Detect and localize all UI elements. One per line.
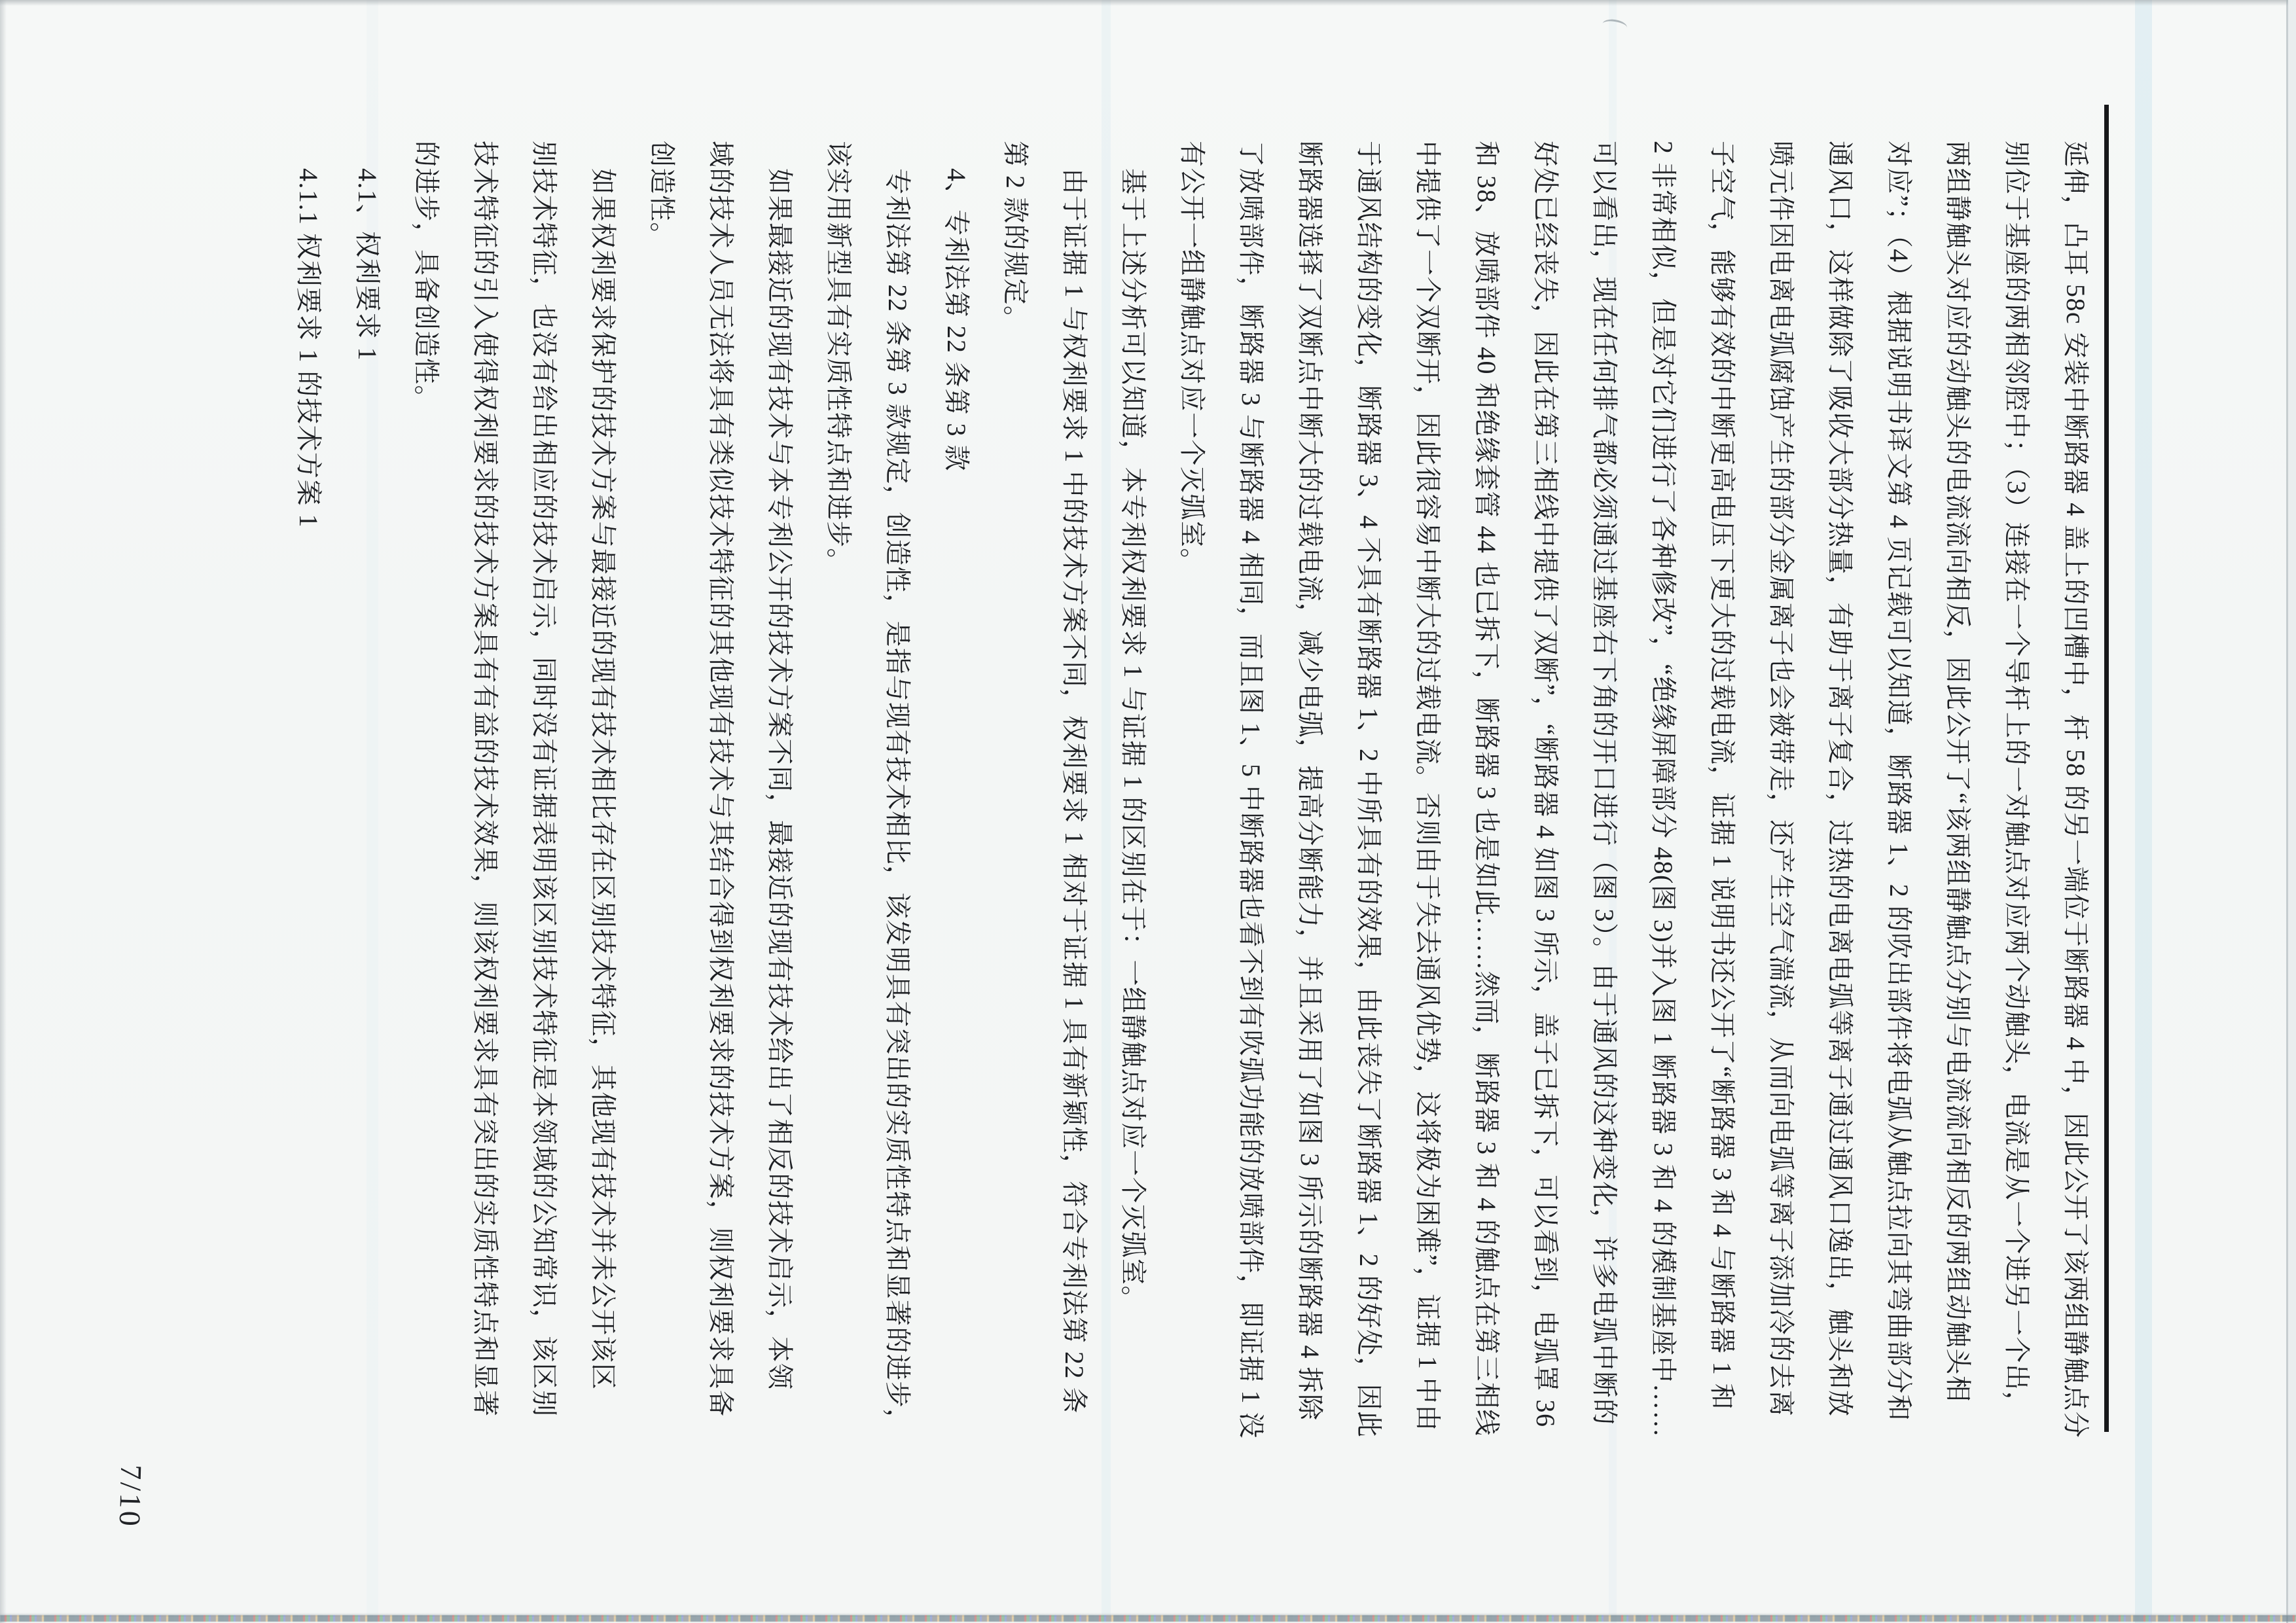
text-line: 别技术特征，也没有给出相应的技术启示，同时没有证据表明该区别技术特征是本领域的公知常识，该区别 — [529, 141, 559, 1418]
text-line: 4.1、权利要求 1 — [353, 168, 382, 361]
text-line: 2 非常相似，但是对它们进行了各种修改”，“绝缘屏障部分 48(图 3)并入图 1 断路器 3 和 4 的模制基座中…… — [1649, 141, 1678, 1438]
text-line: 专利法第 22 条第 3 款规定，创造性，是指与现有技术相比，该发明具有突出的实质性特点和显著的进步， — [883, 168, 912, 1436]
text-line: 可以看出，现在任何排气都必须通过基座右下角的开口进行（图 3）。由于通风的这种变化，许多电弧中断的 — [1590, 141, 1619, 1426]
text-line: 创造性。 — [647, 141, 677, 249]
text-line: 的进步，具备创造性。 — [412, 141, 441, 412]
text-line: 由于证据 1 与权利要求 1 中的技术方案不同，权利要求 1 相对于证据 1 具有新颖性，符合专利法第 22 条 — [1060, 168, 1089, 1414]
text-line: 如果最接近的现有技术与本专利公开的技术方案不同，最接近的现有技术给出了相反的技术启示，本领 — [765, 168, 795, 1391]
text-line: 第 2 款的规定。 — [1001, 141, 1030, 333]
text-block — [279, 141, 2105, 1453]
text-line: 子空气，能够有效的中断更高电压下更大的过载电流，证据 1 说明书还公开了“断路器 3 和 4 与断路器 1 和 — [1708, 141, 1737, 1411]
text-line: 基于上述分析可以知道，本专利权利要求 1 与证据 1 的区别在于：一组静触点对应一个灭弧室。 — [1119, 168, 1148, 1313]
page-number: 7/10 — [113, 1464, 149, 1529]
text-line: 延伸，凸耳 58c 安装中断路器 4 盖上的凹槽中，杆 58 的另一端位于断路器 4 中，因此公开了该两组静触点分 — [2061, 141, 2090, 1439]
text-line: 中提供了一个双断开，因此很容易中断大的过载电流。否则由于失去通风优势，这将极为困难”，证据 1 中由 — [1413, 141, 1443, 1432]
text-line: 于通风结构的变化，断路器 3、4 不具有断路器 1、2 中所具有的效果，由此丧失了断路器 1、2 的好处，因此 — [1354, 141, 1384, 1438]
text-line: 有公开一组静触点对应一个灭弧室。 — [1177, 141, 1207, 575]
text-line: 域的技术人员无法将具有类似技术特征的其他现有技术与其结合得到权利要求的技术方案，则权利要求具备 — [706, 141, 736, 1418]
text-line: 两组静触头对应的动触头的电流流向相反，因此公开了“该两组静触点分别与电流流向相反的两组动触头相 — [1943, 141, 1973, 1403]
text-line: 了放喷部件，断路器 3 与断路器 4 相同，而且图 1、5 中断路器也看不到有吹弧功能的放喷部件，即证据 1 没 — [1236, 141, 1266, 1439]
text-line: 断路器选择了双断点中断大的过载电流，减少电弧，提高分断能力，并且采用了如图 3 所示的断路器 4 拆除 — [1295, 141, 1325, 1421]
text-line: 别位于基座的两相邻腔中；（3）连接在一个导杆上的一对触点对应两个动触头，电流是从一个进另一个出， — [2002, 141, 2032, 1418]
text-line: 技术特征的引入使得权利要求的技术方案具有有益的技术效果，则该权利要求具有突出的实质性特点和显著 — [471, 141, 500, 1418]
text-line: 和 38、放喷部件 40 和绝缘套管 44 也已拆下，断路器 3 也是如此……然而，断路器 3 和 4 的触点在第三相线 — [1472, 141, 1501, 1436]
text-line: 喷元件因电离电弧腐蚀产生的部分金属离子也会被带走，还产生空气湍流，从而向电弧等离子添加冷的去离 — [1767, 141, 1796, 1418]
text-line: 4、专利法第 22 条第 3 款 — [942, 168, 971, 472]
text-line: 4.1.1 权利要求 1 的技术方案 1 — [294, 168, 323, 528]
text-line: 对应”；（4）根据说明书译文第 4 页记载可以知道，断路器 1、2 的吹出部件将电弧从触点拉向其弯曲部分和 — [1884, 141, 1914, 1422]
text-line: 通风口，这样做除了吸收大部分热量，有助于离子复合，过热的电离电弧等离子通过通风口逸出，触头和放 — [1825, 141, 1855, 1418]
text-line: 该实用新型具有实质性特点和进步。 — [824, 141, 853, 575]
text-line: 如果权利要求保护的技术方案与最接近的现有技术相比存在区别技术特征，其他现有技术并未公开该区 — [588, 168, 618, 1391]
text-line: 好处已经丧失，因此在第三相线中提供了双断”，“断路器 4 如图 3 所示，盖子已拆下，可以看到，电弧罩 36 — [1531, 141, 1560, 1428]
header-rule — [2104, 105, 2109, 1432]
